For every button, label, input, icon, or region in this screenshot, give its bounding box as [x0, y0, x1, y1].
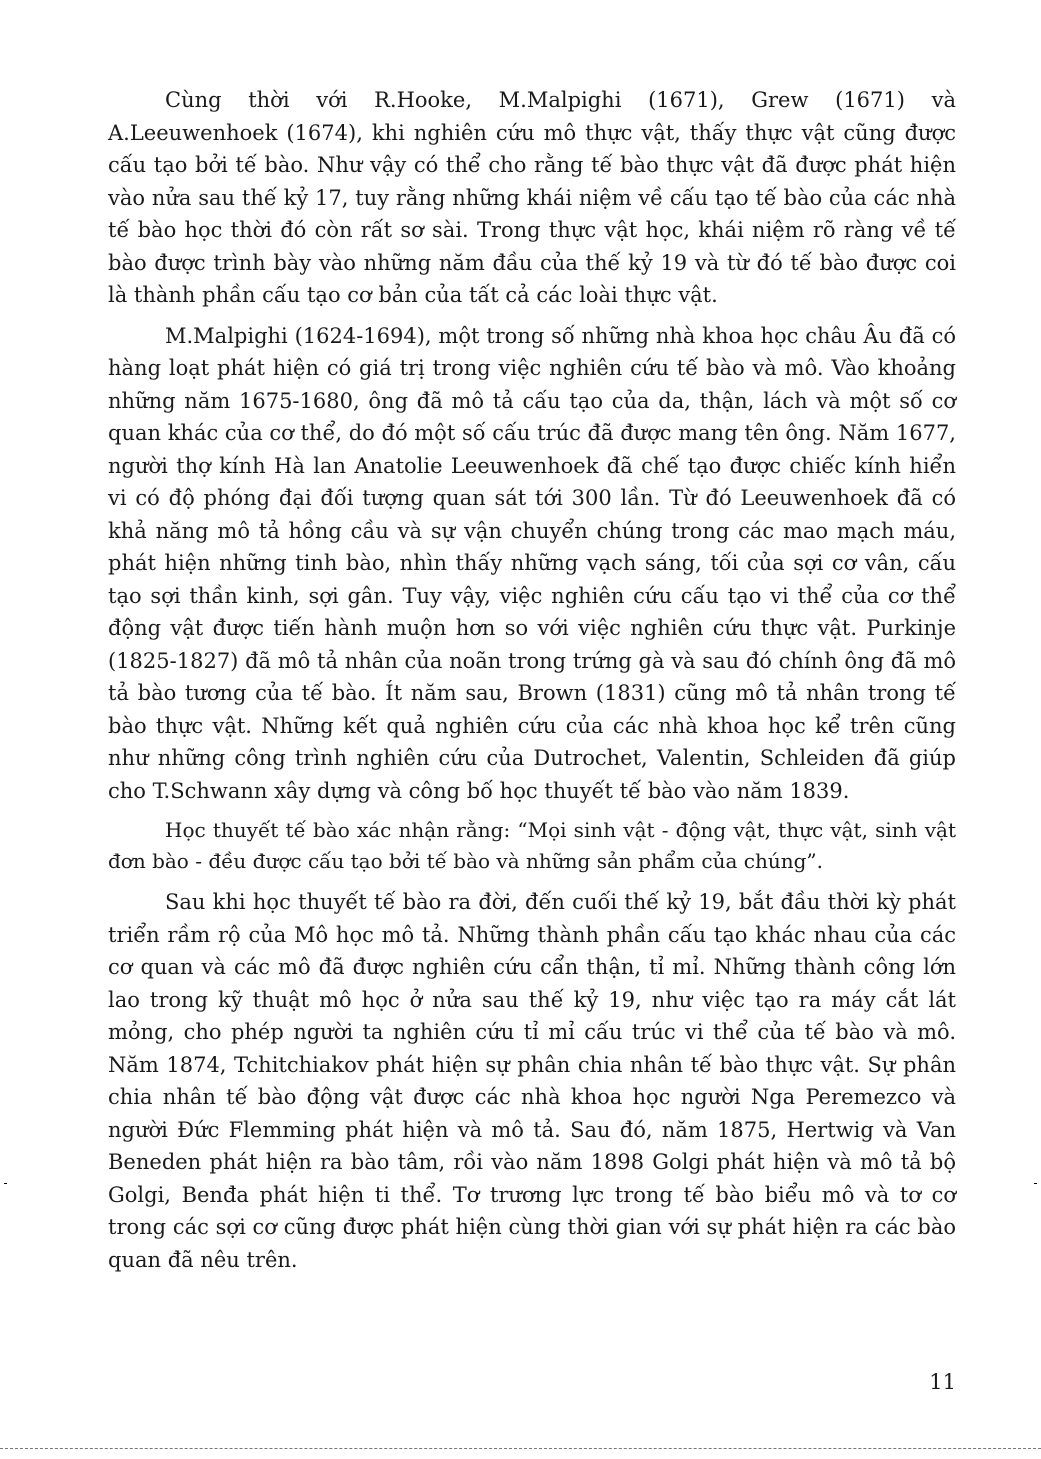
right-margin-mark: [1034, 1183, 1037, 1184]
paragraph-descriptive-histology: Sau khi học thuyết tế bào ra đời, đến cuối thế kỷ 19, bắt đầu thời kỳ phát triển rầm rộ của Mô học mô tả. Những thành phần cấu tạo khác nhau của các cơ quan và các mô đã được nghiên cứu cẩn thận, tỉ mỉ. Những thành công lớn lao trong kỹ thuật mô học ở nửa sau thế kỷ 19, như việc tạo ra máy cắt lát mỏng, cho phép người ta nghiên cứu tỉ mỉ cấu trúc vi thể của tế bào và mô. Năm 1874, Tchitchiakov phát hiện sự phân chia nhân tế bào thực vật. Sự phân chia nhân tế bào động vật được các nhà khoa học người Nga Peremezco và người Đức Flemming phát hiện và mô tả. Sau đó, năm 1875, Hertwig và Van Beneden phát hiện ra bào tâm, rồi vào năm 1898 Golgi phát hiện và mô tả bộ Golgi, Benđa phát hiện ti thể. Tơ trương lực trong tế bào biểu mô và tơ cơ trong các sợi cơ cũng được phát hiện cùng thời gian với sự phát hiện ra các bào quan đã nêu trên.: [108, 890, 956, 1272]
bottom-dashed-rule: [0, 1448, 1041, 1449]
page-number: 11: [929, 1370, 956, 1394]
paragraph-malpighi: M.Malpighi (1624-1694), một trong số những nhà khoa học châu Âu đã có hàng loạt phát hiện có giá trị trong việc nghiên cứu tế bào và mô. Vào khoảng những năm 1675-1680, ông đã mô tả cấu tạo của da, thận, lách và một số cơ quan khác của cơ thể, do đó một số cấu trúc đã được mang tên ông. Năm 1677, người thợ kính Hà lan Anatolie Leeuwenhoek đã chế tạo được chiếc kính hiển vi có độ phóng đại đối tượng quan sát tới 300 lần. Từ đó Leeuwenhoek đã có khả năng mô tả hồng cầu và sự vận chuyển chúng trong các mao mạch máu, phát hiện những tinh bào, nhìn thấy những vạch sáng, tối của sợi cơ vân, cấu tạo sợi thần kinh, sợi gân. Tuy vậy, việc nghiên cứu cấu tạo vi thể của cơ thể động vật được tiến hành muộn hơn so với việc nghiên cứu thực vật. Purkinje (1825-1827) đã mô tả nhân của noãn trong trứng gà và sau đó chính ông đã mô tả bào tương của tế bào. Ít năm sau, Brown (1831) cũng mô tả nhân trong tế bào thực vật. Những kết quả nghiên cứu của các nhà khoa học kể trên cũng như những công trình nghiên cứu của Dutrochet, Valentin, Schleiden đã giúp cho T.Schwann xây dựng và công bố học thuyết tế bào vào năm 1839.: [108, 323, 956, 803]
page-body: [108, 84, 956, 1284]
left-margin-mark: [4, 1183, 7, 1184]
paragraph-plant-cells: Cùng thời với R.Hooke, M.Malpighi (1671), Grew (1671) và A.Leeuwenhoek (1674), khi nghiên cứu mô thực vật, thấy thực vật cũng được cấu tạo bởi tế bào. Như vậy có thể cho rằng tế bào thực vật đã được phát hiện vào nửa sau thế kỷ 17, tuy rằng những khái niệm về cấu tạo tế bào của các nhà tế bào học thời đó còn rất sơ sài. Trong thực vật học, khái niệm rõ ràng về tế bào được trình bày vào những năm đầu của thế kỷ 19 và từ đó tế bào được coi là thành phần cấu tạo cơ bản của tất cả các loài thực vật.: [108, 88, 956, 307]
paragraph-cell-theory: Học thuyết tế bào xác nhận rằng: “Mọi sinh vật - động vật, thực vật, sinh vật đơn bào - đều được cấu tạo bởi tế bào và những sản phẩm của chúng”.: [108, 818, 956, 873]
